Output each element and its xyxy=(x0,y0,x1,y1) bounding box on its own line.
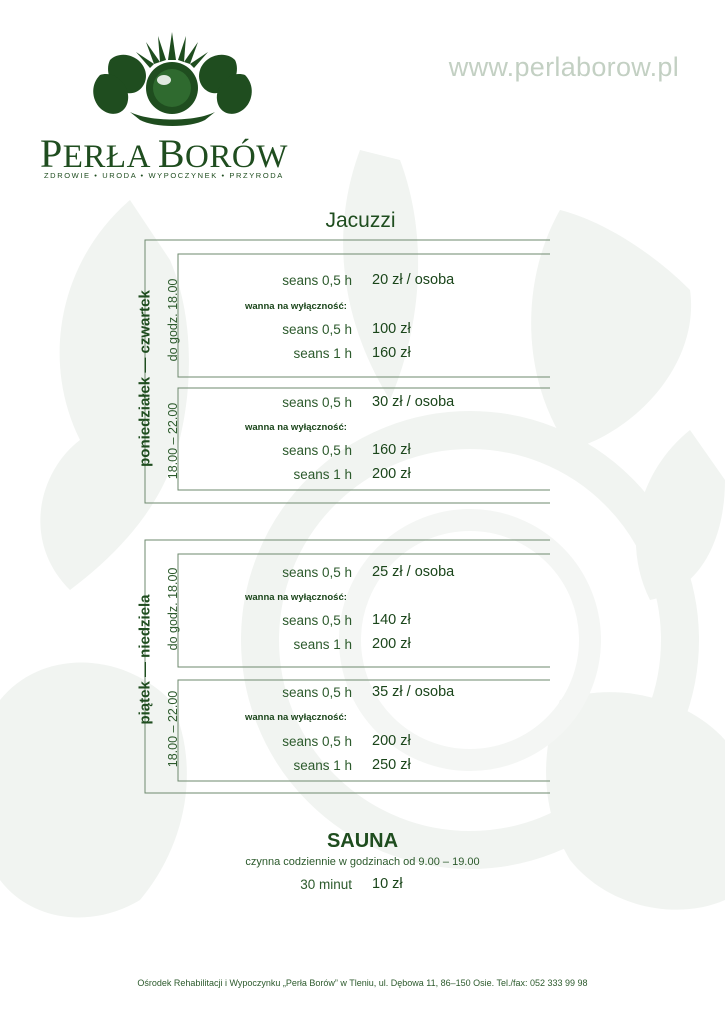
price-label: seans 0,5 h xyxy=(282,734,352,749)
price-value: 35 zł / osoba xyxy=(372,684,455,700)
price-value: 160 zł xyxy=(372,345,411,361)
time-label-18-22: 18.00 – 22.00 xyxy=(166,690,180,768)
days-label-mon-thu: poniedziałek — czwartek xyxy=(136,290,154,467)
sauna-hours: czynna codziennie w godzinach od 9.00 – 19.00 xyxy=(245,856,480,868)
exclusive-label: wanna na wyłączność: xyxy=(245,422,347,433)
price-label: seans 0,5 h xyxy=(282,443,352,458)
price-value: 160 zł xyxy=(372,442,411,458)
price-label: seans 0,5 h xyxy=(282,565,352,580)
price-value: 200 zł xyxy=(372,466,411,482)
price-label: seans 0,5 h xyxy=(282,395,352,410)
time-label-until-18: do godz. 18.00 xyxy=(166,278,180,362)
time-label-18-22: 18.00 – 22.00 xyxy=(166,402,180,480)
time-label-until-18: do godz. 18.00 xyxy=(166,567,180,651)
days-label-fri-sun: piątek — niedziela xyxy=(136,594,154,725)
sauna-title: SAUNA xyxy=(326,830,399,852)
website-url[interactable]: www.perlaborow.pl xyxy=(448,52,679,82)
price-label: seans 1 h xyxy=(293,346,352,361)
exclusive-label: wanna na wyłączność: xyxy=(245,301,347,312)
sauna-duration-label: 30 minut xyxy=(300,877,352,892)
price-value: 25 zł / osoba xyxy=(372,564,455,580)
price-value: 140 zł xyxy=(372,612,411,628)
price-value: 30 zł / osoba xyxy=(372,394,455,410)
price-label: seans 0,5 h xyxy=(282,613,352,628)
price-label: seans 1 h xyxy=(293,637,352,652)
price-label: seans 1 h xyxy=(293,467,352,482)
exclusive-label: wanna na wyłączność: xyxy=(245,712,347,723)
sauna-price-value: 10 zł xyxy=(372,876,403,892)
jacuzzi-title: Jacuzzi xyxy=(325,209,396,232)
price-value: 200 zł xyxy=(372,733,411,749)
price-value: 250 zł xyxy=(372,757,411,773)
price-label: seans 0,5 h xyxy=(282,273,352,288)
price-label: seans 0,5 h xyxy=(282,685,352,700)
price-value: 20 zł / osoba xyxy=(372,272,455,288)
price-value: 100 zł xyxy=(372,321,411,337)
footer-address: Ośrodek Rehabilitacji i Wypoczynku „Perła Borów” w Tleniu, ul. Dębowa 11, 86–150 Osie. Tel./fax: 052 333 99 98 xyxy=(137,978,588,988)
brand-name: PERŁA BORÓW xyxy=(40,131,288,176)
exclusive-label: wanna na wyłączność: xyxy=(245,592,347,603)
brand-tagline: ZDROWIE • URODA • WYPOCZYNEK • PRZYRODA xyxy=(44,171,284,180)
price-value: 200 zł xyxy=(372,636,411,652)
price-label: seans 1 h xyxy=(293,758,352,773)
price-label: seans 0,5 h xyxy=(282,322,352,337)
